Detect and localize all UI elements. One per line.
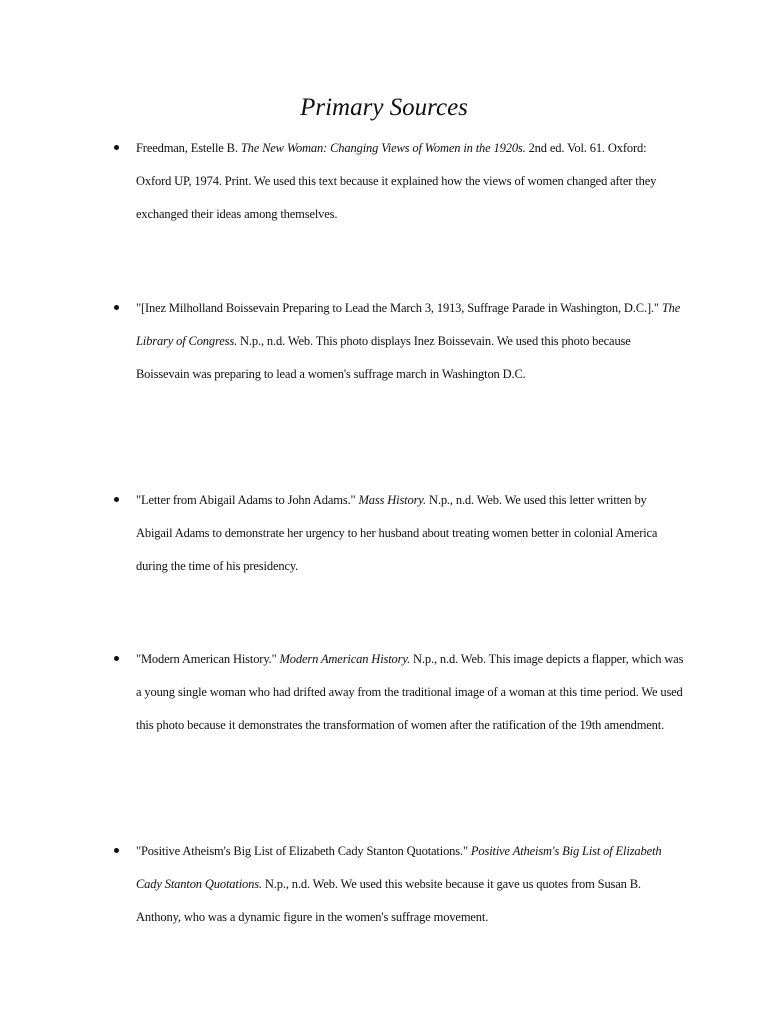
citation-source-title: The Library of Congress. xyxy=(136,301,681,349)
bullet-icon xyxy=(114,848,119,853)
citation-entry xyxy=(136,484,684,584)
citation-source-title: The New Woman: Changing Views of Women in the 1920s. xyxy=(240,141,526,155)
citation-entry xyxy=(136,132,684,232)
citation-source-title: Positive Atheism's Big List of Elizabeth Cady Stanton Quotations. xyxy=(136,844,662,892)
citation-text: "Letter from Abigail Adams to John Adams." xyxy=(136,493,359,507)
citation-entry xyxy=(136,835,684,935)
page-title: Primary Sources xyxy=(300,94,468,121)
bullet-icon xyxy=(114,305,119,310)
citation-annotation: N.p., n.d. Web. We used this letter written by Abigail Adams to demonstrate her urgency to her husband about treating women better in colonial America during the time of his presidency. xyxy=(136,493,658,574)
citation-entry xyxy=(136,292,684,392)
bullet-icon xyxy=(114,497,119,502)
citation-text: "Positive Atheism's Big List of Elizabeth Cady Stanton Quotations." xyxy=(136,844,471,858)
citation-source-title: Mass History. xyxy=(358,493,426,507)
bullet-icon xyxy=(114,145,119,150)
citation-text: "[Inez Milholland Boissevain Preparing to Lead the March 3, 1913, Suffrage Parade in Washington, D.C.]." xyxy=(136,301,662,315)
citation-annotation: N.p., n.d. Web. We used this website because it gave us quotes from Susan B. Anthony, who was a dynamic figure in the women's suffrage movement. xyxy=(136,877,641,925)
citation-annotation: N.p., n.d. Web. This photo displays Inez Boissevain. We used this photo because Boissevain was preparing to lead a women's suffrage march in Washington D.C. xyxy=(136,334,631,382)
citation-entry xyxy=(136,643,684,743)
citation-annotation: 2nd ed. Vol. 61. Oxford: Oxford UP, 1974. Print. We used this text because it explained how the views of women changed after they exchanged their ideas among themselves. xyxy=(136,141,657,222)
citation-text: "Modern American History." xyxy=(136,652,280,666)
citation-text: Freedman, Estelle B. xyxy=(136,141,241,155)
citation-source-title: Modern American History. xyxy=(279,652,411,666)
bullet-icon xyxy=(114,656,119,661)
citation-annotation: N.p., n.d. Web. This image depicts a flapper, which was a young single woman who had drifted away from the traditional image of a woman at this time period. We used this photo because it demonstrates the transformation of women after the ratification of the 19th amendment. xyxy=(136,652,684,733)
